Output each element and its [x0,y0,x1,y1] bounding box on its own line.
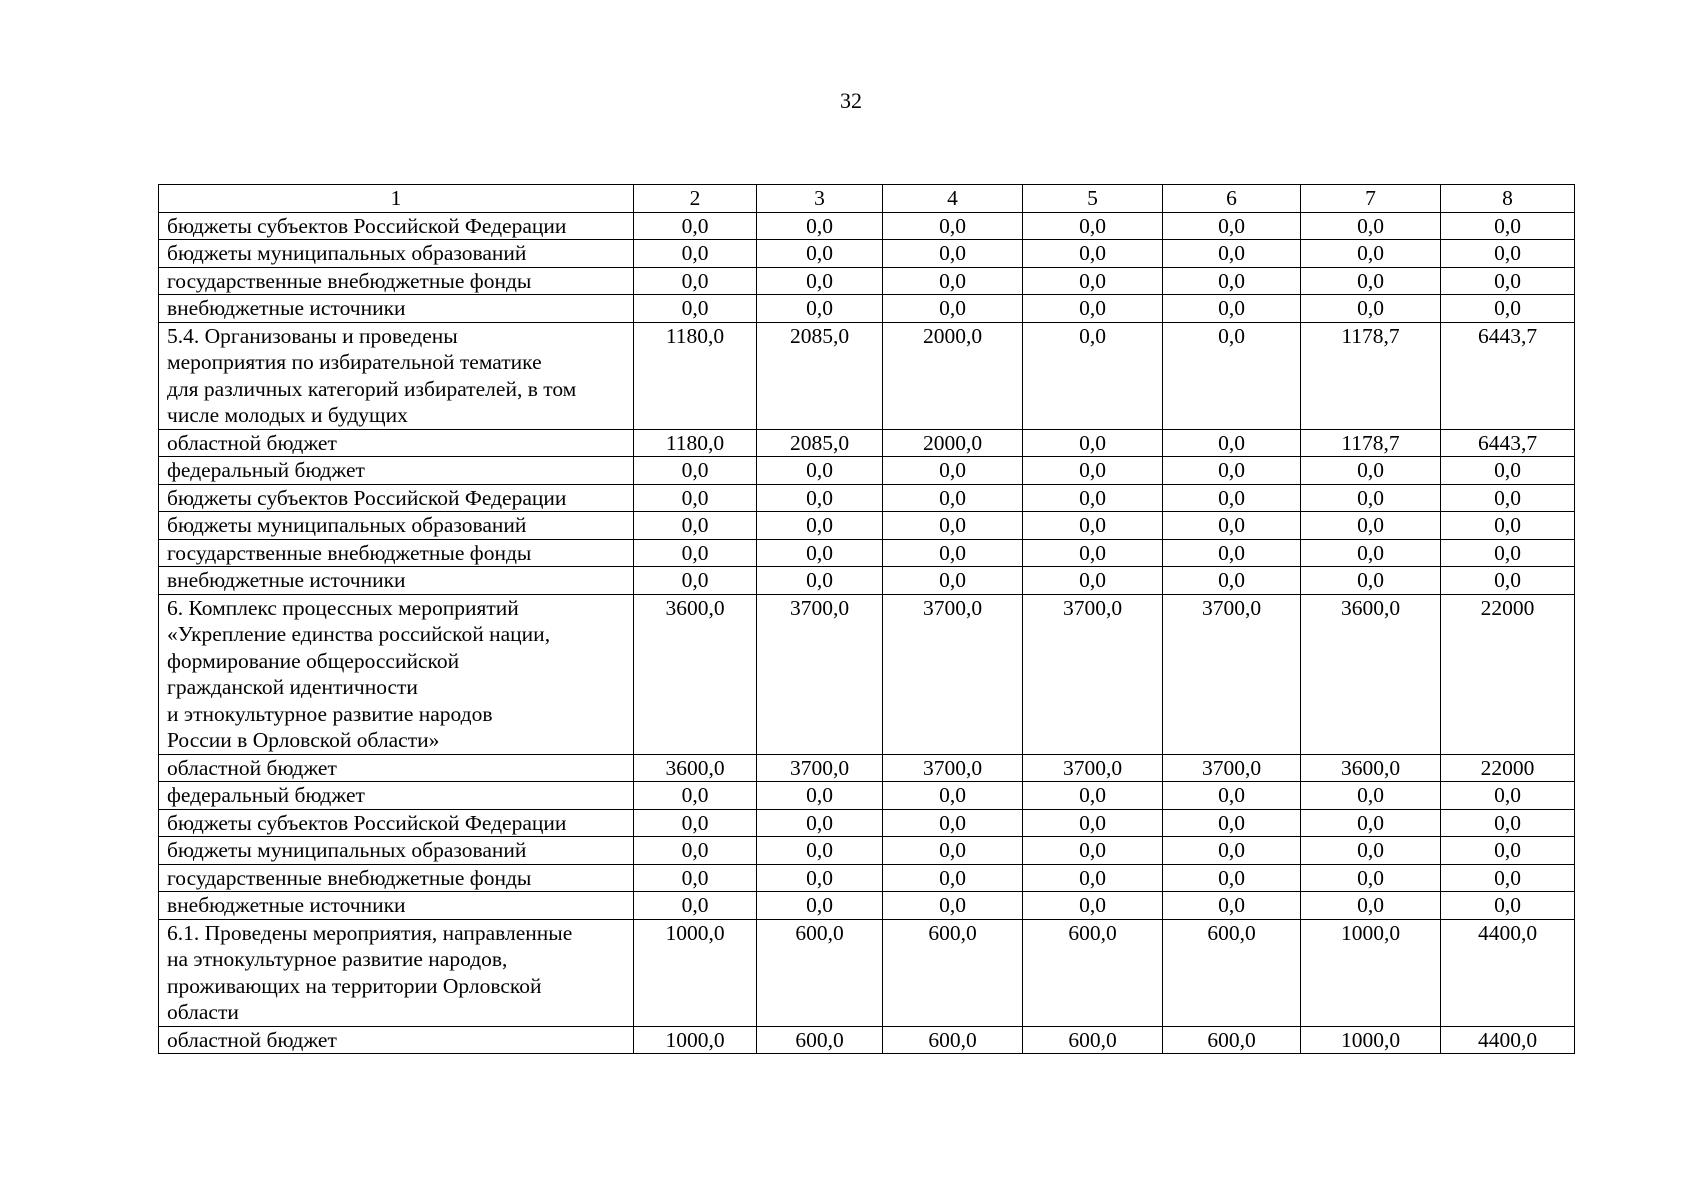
row-label-line: внебюджетные источники [167,568,406,592]
value-cell: 0,0 [1023,484,1163,512]
value-cell: 3700,0 [1023,754,1163,782]
row-label-line: 6.1. Проведены мероприятия, направленные [167,920,573,945]
row-label [159,837,634,865]
value-cell: 0,0 [1023,567,1163,595]
row-label-line: числе молодых и будущих [167,403,408,427]
row-label-line: бюджеты субъектов Российской Федерации [167,213,567,238]
value-cell: 0,0 [1301,512,1441,540]
value-cell: 0,0 [1163,429,1301,457]
row-label [159,919,634,1026]
row-label-line: на этнокультурное развитие народов, [167,947,508,971]
row-label [159,212,634,240]
value-cell: 6443,7 [1441,322,1575,429]
value-cell: 0,0 [634,539,757,567]
table-row [159,429,1575,457]
value-cell: 0,0 [1441,567,1575,595]
header-row [159,185,1575,213]
row-label [159,864,634,892]
table-row [159,809,1575,837]
value-cell: 3700,0 [757,754,883,782]
value-cell: 0,0 [883,512,1023,540]
value-cell: 0,0 [1163,864,1301,892]
value-cell: 0,0 [1441,809,1575,837]
value-cell: 0,0 [883,567,1023,595]
value-cell: 600,0 [1163,919,1301,1026]
value-cell: 0,0 [1023,267,1163,295]
row-label-line: областной бюджет [167,755,337,780]
value-cell: 3700,0 [883,754,1023,782]
value-cell: 0,0 [1301,864,1441,892]
value-cell: 1180,0 [634,429,757,457]
row-label-line: внебюджетные источники [167,296,406,320]
value-cell: 0,0 [883,457,1023,485]
row-label-line: федеральный бюджет [167,458,365,482]
value-cell: 0,0 [1023,240,1163,268]
row-label [159,295,634,323]
row-label [159,240,634,268]
value-cell: 0,0 [1163,295,1301,323]
value-cell: 0,0 [1163,892,1301,920]
value-cell: 0,0 [757,892,883,920]
row-label [159,484,634,512]
value-cell: 0,0 [1163,457,1301,485]
table-row [159,754,1575,782]
row-label [159,322,634,429]
value-cell: 0,0 [757,539,883,567]
row-label [159,594,634,754]
value-cell: 0,0 [1441,892,1575,920]
row-label-line: 6. Комплекс процессных мероприятий [167,595,519,620]
value-cell: 3700,0 [883,594,1023,754]
row-label-line: формирование общероссийской [167,648,460,673]
value-cell: 0,0 [1023,212,1163,240]
value-cell: 600,0 [883,919,1023,1026]
value-cell: 0,0 [1301,837,1441,865]
value-cell: 0,0 [634,240,757,268]
value-cell: 0,0 [1163,782,1301,810]
row-label-line: федеральный бюджет [167,783,365,807]
table-row [159,1026,1575,1054]
value-cell: 0,0 [883,267,1023,295]
value-cell: 0,0 [1163,267,1301,295]
value-cell: 0,0 [757,809,883,837]
value-cell: 4400,0 [1441,1026,1575,1054]
value-cell: 2000,0 [883,429,1023,457]
column-header: 5 [1023,185,1163,213]
value-cell: 0,0 [757,267,883,295]
column-header: 4 [883,185,1023,213]
value-cell: 0,0 [1301,484,1441,512]
value-cell: 0,0 [1441,864,1575,892]
value-cell: 600,0 [757,919,883,1026]
value-cell: 0,0 [757,212,883,240]
row-label [159,892,634,920]
row-label-line: проживающих на территории Орловской [167,973,542,998]
row-label-line: государственные внебюджетные фонды [167,268,532,293]
value-cell: 0,0 [1441,512,1575,540]
table-row [159,919,1575,1026]
value-cell: 0,0 [634,457,757,485]
table-row [159,322,1575,429]
value-cell: 0,0 [1163,212,1301,240]
row-label-line: России в Орловской области» [167,728,440,752]
value-cell: 3700,0 [1163,754,1301,782]
table-row [159,837,1575,865]
value-cell: 0,0 [634,484,757,512]
value-cell: 0,0 [1441,240,1575,268]
value-cell: 0,0 [1301,567,1441,595]
value-cell: 0,0 [1441,484,1575,512]
value-cell: 1000,0 [1301,1026,1441,1054]
column-header: 6 [1163,185,1301,213]
value-cell: 0,0 [634,295,757,323]
row-label-line: для различных категорий избирателей, в том [167,376,577,401]
value-cell: 0,0 [1441,457,1575,485]
row-label-line: «Укрепление единства российской нации, [167,622,551,646]
value-cell: 0,0 [1301,457,1441,485]
table-row [159,782,1575,810]
table-row [159,594,1575,754]
page-number: 32 [840,88,862,113]
value-cell: 3600,0 [634,754,757,782]
table-row [159,512,1575,540]
value-cell: 0,0 [1301,240,1441,268]
row-label-line: бюджеты субъектов Российской Федерации [167,810,567,835]
row-label [159,429,634,457]
table-row [159,457,1575,485]
value-cell: 0,0 [1163,567,1301,595]
row-label-line: бюджеты муниципальных образований [167,241,527,265]
table-row [159,864,1575,892]
row-label [159,567,634,595]
value-cell: 0,0 [1301,212,1441,240]
column-header: 7 [1301,185,1441,213]
value-cell: 0,0 [1163,837,1301,865]
table-row [159,539,1575,567]
value-cell: 2085,0 [757,322,883,429]
table-row [159,212,1575,240]
row-label [159,754,634,782]
value-cell: 0,0 [634,782,757,810]
value-cell: 3600,0 [634,594,757,754]
row-label [159,267,634,295]
table-row [159,267,1575,295]
row-label-line: государственные внебюджетные фонды [167,540,532,565]
value-cell: 0,0 [757,864,883,892]
value-cell: 0,0 [883,892,1023,920]
value-cell: 0,0 [1441,837,1575,865]
row-label-line: государственные внебюджетные фонды [167,865,532,890]
value-cell: 600,0 [883,1026,1023,1054]
value-cell: 0,0 [883,837,1023,865]
row-label [159,457,634,485]
value-cell: 0,0 [757,240,883,268]
value-cell: 1000,0 [634,919,757,1026]
row-label-line: бюджеты муниципальных образований [167,838,527,862]
table-row [159,240,1575,268]
value-cell: 0,0 [1023,809,1163,837]
value-cell: 0,0 [883,212,1023,240]
value-cell: 0,0 [1023,512,1163,540]
value-cell: 600,0 [1023,919,1163,1026]
value-cell: 0,0 [1441,267,1575,295]
row-label-line: 5.4. Организованы и проведены [167,323,458,348]
value-cell: 0,0 [1163,539,1301,567]
value-cell: 600,0 [1023,1026,1163,1054]
value-cell: 0,0 [1023,322,1163,429]
table-body [159,185,1575,1054]
value-cell: 0,0 [1441,539,1575,567]
value-cell: 22000 [1441,754,1575,782]
value-cell: 1178,7 [1301,322,1441,429]
value-cell: 0,0 [1441,295,1575,323]
value-cell: 0,0 [883,539,1023,567]
value-cell: 0,0 [757,512,883,540]
value-cell: 0,0 [1023,295,1163,323]
row-label [159,782,634,810]
value-cell: 0,0 [1023,782,1163,810]
value-cell: 0,0 [1301,539,1441,567]
value-cell: 0,0 [1301,295,1441,323]
table-row [159,567,1575,595]
table-row [159,295,1575,323]
value-cell: 0,0 [883,782,1023,810]
value-cell: 1000,0 [634,1026,757,1054]
value-cell: 0,0 [1301,892,1441,920]
value-cell: 3600,0 [1301,754,1441,782]
row-label [159,512,634,540]
value-cell: 0,0 [883,240,1023,268]
value-cell: 0,0 [1301,809,1441,837]
value-cell: 0,0 [757,837,883,865]
value-cell: 0,0 [634,864,757,892]
row-label-line: мероприятия по избирательной тематике [167,350,542,374]
value-cell: 1000,0 [1301,919,1441,1026]
value-cell: 0,0 [634,567,757,595]
table-row [159,484,1575,512]
row-label-line: внебюджетные источники [167,893,406,917]
value-cell: 0,0 [1023,429,1163,457]
value-cell: 0,0 [883,809,1023,837]
value-cell: 22000 [1441,594,1575,754]
value-cell: 0,0 [757,457,883,485]
value-cell: 0,0 [883,864,1023,892]
row-label-line: гражданской идентичности [167,675,418,699]
value-cell: 3700,0 [757,594,883,754]
value-cell: 600,0 [757,1026,883,1054]
value-cell: 0,0 [757,567,883,595]
row-label-line: областной бюджет [167,1027,337,1052]
column-header: 1 [159,185,634,213]
table-row [159,892,1575,920]
column-header: 3 [757,185,883,213]
value-cell: 0,0 [1163,240,1301,268]
row-label-line: областной бюджет [167,430,337,455]
row-label [159,539,634,567]
row-label-line: бюджеты муниципальных образований [167,513,527,537]
value-cell: 6443,7 [1441,429,1575,457]
row-label-line: области [167,1000,239,1024]
value-cell: 0,0 [883,295,1023,323]
value-cell: 0,0 [1301,782,1441,810]
value-cell: 3700,0 [1023,594,1163,754]
value-cell: 0,0 [1163,484,1301,512]
value-cell: 0,0 [883,484,1023,512]
value-cell: 0,0 [634,212,757,240]
value-cell: 0,0 [1163,322,1301,429]
row-label-line: бюджеты субъектов Российской Федерации [167,485,567,510]
value-cell: 0,0 [1163,809,1301,837]
column-header: 2 [634,185,757,213]
budget-table [158,184,1575,1054]
value-cell: 2000,0 [883,322,1023,429]
value-cell: 0,0 [634,809,757,837]
column-header: 8 [1441,185,1575,213]
value-cell: 3600,0 [1301,594,1441,754]
value-cell: 0,0 [1301,267,1441,295]
value-cell: 0,0 [1023,457,1163,485]
value-cell: 0,0 [757,782,883,810]
value-cell: 600,0 [1163,1026,1301,1054]
value-cell: 4400,0 [1441,919,1575,1026]
value-cell: 0,0 [1023,539,1163,567]
value-cell: 0,0 [634,892,757,920]
value-cell: 3700,0 [1163,594,1301,754]
row-label [159,1026,634,1054]
value-cell: 0,0 [1441,212,1575,240]
row-label [159,809,634,837]
value-cell: 0,0 [1441,782,1575,810]
value-cell: 0,0 [757,295,883,323]
value-cell: 0,0 [1163,512,1301,540]
value-cell: 0,0 [634,837,757,865]
value-cell: 0,0 [634,267,757,295]
value-cell: 0,0 [634,512,757,540]
value-cell: 0,0 [1023,864,1163,892]
value-cell: 2085,0 [757,429,883,457]
value-cell: 1180,0 [634,322,757,429]
row-label-line: и этнокультурное развитие народов [167,701,493,726]
value-cell: 0,0 [1023,892,1163,920]
value-cell: 1178,7 [1301,429,1441,457]
value-cell: 0,0 [1023,837,1163,865]
value-cell: 0,0 [757,484,883,512]
